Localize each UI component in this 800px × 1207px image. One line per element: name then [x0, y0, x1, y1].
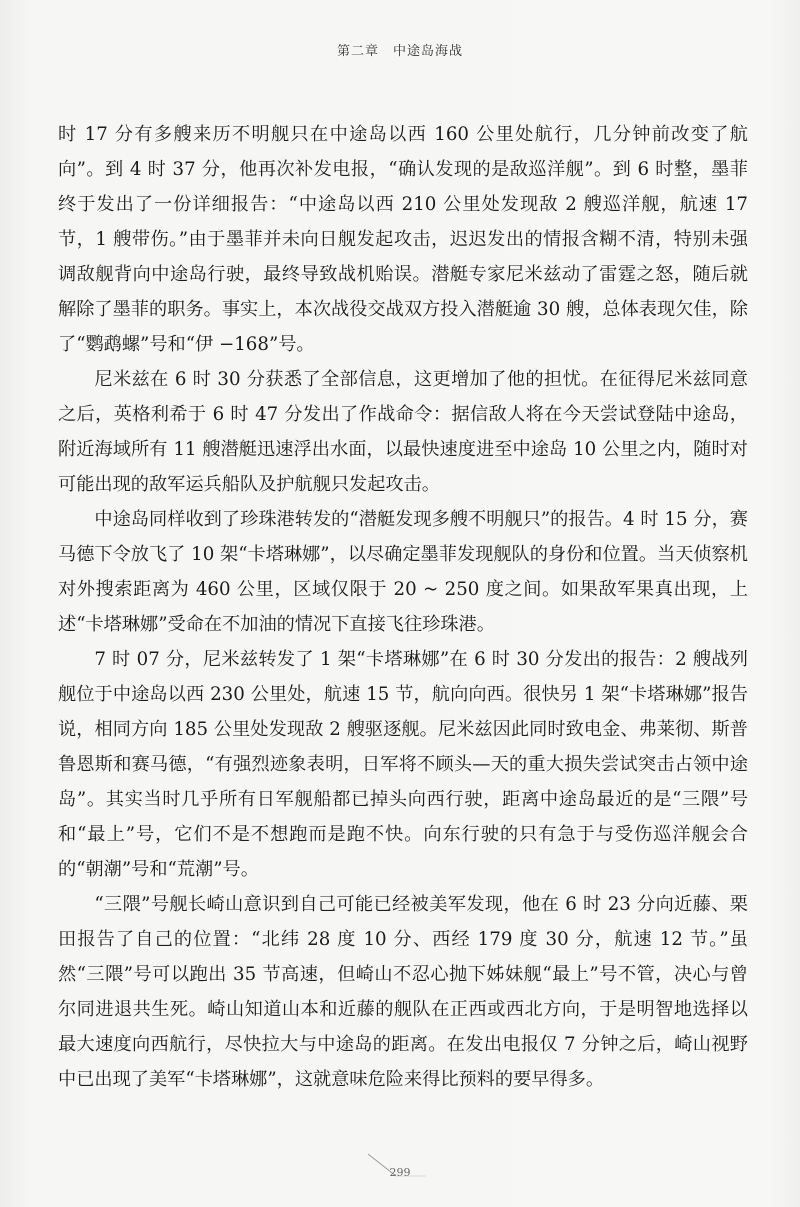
body-text: [58, 117, 748, 1097]
paragraph: 尼米兹在 6 时 30 分获悉了全部信息，这更增加了他的担忧。在征得尼米兹同意之后，英格利希于 6 时 47 分发出了作战命令：据信敌人将在今天尝试登陆中途岛，附近海域所有 11 艘潜艇迅速浮出水面，以最快速度进至中途岛 10 公里之内，随时对可能出现的敌军运兵船队及护航舰只发起攻击。: [58, 369, 748, 495]
paragraph: 中途岛同样收到了珍珠港转发的“潜艇发现多艘不明舰只”的报告。4 时 15 分，赛马德下令放飞了 10 架“卡塔琳娜”，以尽确定墨菲发现舰队的身份和位置。当天侦察机对外搜索距离为 460 公里，区域仅限于 20 ~ 250 度之间。如果敌军果真出现，上述“卡塔琳娜”受命在不加油的情况下直接飞往珍珠港。: [58, 509, 748, 635]
page-footer: [0, 1150, 800, 1207]
page-number: 299: [389, 1166, 411, 1179]
paragraph: “三隈”号舰长崎山意识到自己可能已经被美军发现，他在 6 时 23 分向近藤、栗田报告了自己的位置：“北纬 28 度 10 分、西经 179 度 30 分，航速 12 节。”虽然“三隈”号可以跑出 35 节高速，但崎山不忍心抛下姊妹舰“最上”号不管，决心与曾尔同进退共生死。崎山知道山本和近藤的舰队在正西或西北方向，于是明智地选择以最大速度向西航行，尽快拉大与中途岛的距离。在发出电报仅 7 分钟之后，崎山视野中已出现了美军“卡塔琳娜”，这就意味危险来得比预料的要早得多。: [58, 894, 748, 1090]
chapter-title: 中途岛海战: [393, 44, 464, 59]
chapter-number: 第二章: [336, 44, 379, 59]
paragraph: 7 时 07 分，尼米兹转发了 1 架“卡塔琳娜”在 6 时 30 分发出的报告：2 艘战列舰位于中途岛以西 230 公里处，航速 15 节，航向向西。很快另 1 架“卡塔琳娜”报告说，相同方向 185 公里处发现敌 2 艘驱逐舰。尼米兹因此同时致电金、弗莱彻、斯普鲁恩斯和赛马德，“有强烈迹象表明，日军将不顾头—天的重大损失尝试突击占领中途岛”。其实当时几乎所有日军舰船都已掉头向西行驶，距离中途岛最近的是“三隈”号和“最上”号，它们不是不想跑而是跑不快。向东行驶的只有急于与受伤巡洋舰会合的“朝潮”号和“荒潮”号。: [58, 649, 748, 880]
paragraph-continued: 时 17 分有多艘来历不明舰只在中途岛以西 160 公里处航行，几分钟前改变了航向”。到 4 时 37 分，他再次补发电报，“确认发现的是敌巡洋舰”。到 6 时整，墨菲终于发出了一份详细报告：“中途岛以西 210 公里处发现敌 2 艘巡洋舰，航速 17 节，1 艘带伤。”由于墨菲并未向日舰发起攻击，迟迟发出的情报含糊不清，特别未强调敌舰背向中途岛行驶，最终导致战机贻误。潜艇专家尼米兹动了雷霆之怒，随后就解除了墨菲的职务。事实上，本次战役交战双方投入潜艇逾 30 艘，总体表现欠佳，除了“鹦鹉螺”号和“伊 −168”号。: [58, 124, 748, 355]
running-header: [0, 40, 800, 59]
